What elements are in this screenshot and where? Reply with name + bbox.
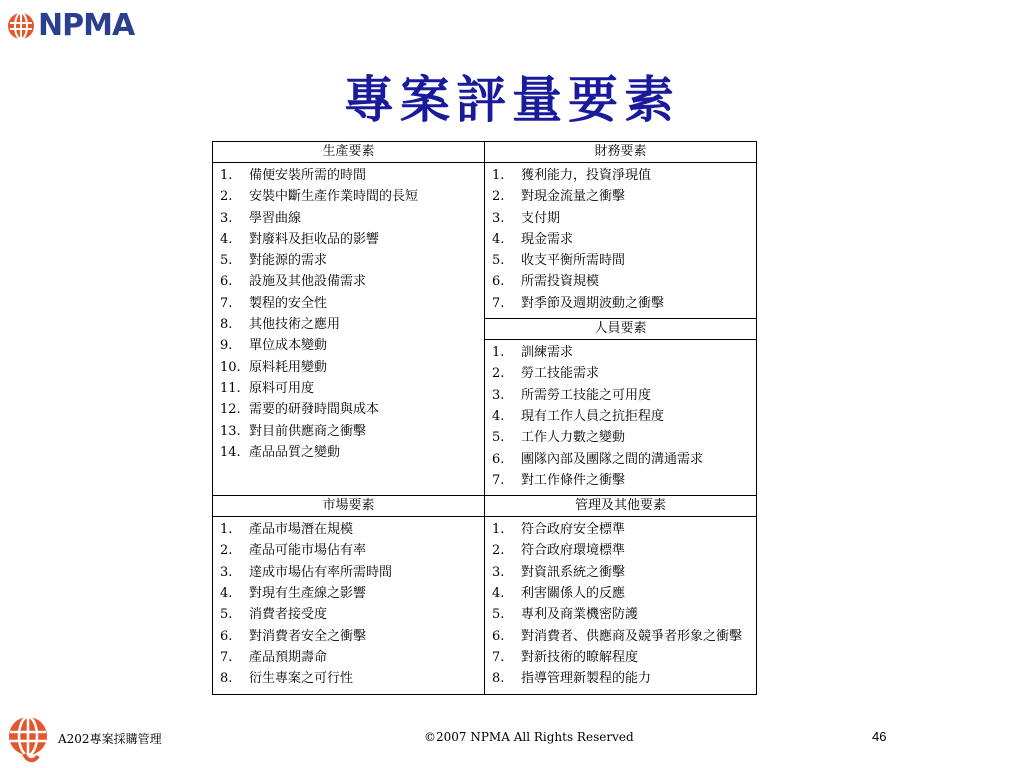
market-item [213,562,484,583]
production-item [213,186,484,207]
personnel-item [485,342,756,363]
market-item-number: 1. [220,522,233,538]
production-item-number: 1. [220,168,233,183]
personnel-header: 人員要素 [485,319,757,340]
management-header: 管理及其他要素 [485,496,757,517]
market-item-text: 對現有生產線之影響 [249,586,367,602]
management-item-text: 專利及商業機密防護 [521,607,639,623]
production-list [213,165,484,463]
market-item-number: 2. [220,543,233,559]
management-item-number: 3. [492,564,505,580]
financial-item-text: 現金需求 [521,231,574,247]
production-item-number: 9. [220,338,233,354]
production-item [213,378,484,399]
financial-item-number: 1. [492,168,505,183]
management-item-text: 對資訊系統之衝擊 [521,564,626,580]
logo-text: NPMA [38,8,135,43]
personnel-item-number: 3. [492,387,505,403]
market-item [213,604,484,625]
personnel-item-number: 1. [492,345,505,361]
production-item [213,165,484,186]
market-item-text: 達成市場佔有率所需時間 [249,564,393,580]
production-item-number: 12. [220,402,241,418]
personnel-item-text: 對工作條件之衝擊 [521,472,626,488]
npma-logo [6,8,140,44]
financial-item-text: 對季節及週期波動之衝擊 [521,295,665,311]
production-item-number: 5. [220,253,233,269]
personnel-item [485,449,756,470]
production-item-text: 對廢料及拒收品的影響 [249,231,380,247]
financial-list [485,165,756,314]
production-item-text: 單位成本變動 [249,338,328,354]
personnel-item [485,470,756,491]
production-header: 生產要素 [213,142,485,163]
market-item-number: 4. [220,586,233,602]
globe-logo-icon [6,11,36,41]
evaluation-factors-table [212,141,757,695]
management-list [485,519,756,689]
production-item-text: 需要的研發時間與成本 [249,402,380,418]
production-item [213,250,484,271]
management-item [485,540,756,561]
personnel-item-text: 工作人力數之變動 [521,430,626,446]
financial-item-text: 對現金流量之衝擊 [521,189,626,205]
management-item-number: 6. [492,628,505,644]
market-item-text: 產品可能市場佔有率 [249,543,367,559]
management-item-number: 7. [492,649,505,665]
production-item-text: 原料耗用變動 [249,359,328,375]
production-item-number: 3. [220,210,233,226]
production-item-text: 對能源的需求 [249,253,328,269]
management-cell [485,517,757,694]
management-item [485,583,756,604]
npma-footer-logo-icon [4,710,54,766]
production-item-number: 14. [220,444,241,460]
personnel-item-text: 勞工技能需求 [521,366,600,382]
market-item-text: 消費者接受度 [249,607,328,623]
financial-item [485,186,756,207]
management-item [485,519,756,540]
production-item-text: 對目前供應商之衝擊 [249,423,367,439]
production-item-number: 4. [220,231,233,247]
personnel-list [485,342,756,491]
management-item-text: 符合政府環境標準 [521,543,626,559]
market-item-number: 5. [220,607,233,623]
financial-item-number: 3. [492,210,505,226]
market-item [213,540,484,561]
financial-item-number: 7. [492,295,505,311]
financial-item [485,208,756,229]
production-item [213,421,484,442]
page-title: 專案評量要素 [344,70,680,129]
management-item [485,668,756,689]
market-item-text: 產品市場潛在規模 [249,522,354,538]
management-item-text: 利害關係人的反應 [521,586,626,602]
financial-item-number: 2. [492,189,505,205]
personnel-item-number: 6. [492,451,505,467]
production-item-text: 設施及其他設備需求 [249,274,367,290]
production-item [213,314,484,335]
production-item [213,293,484,314]
personnel-item-text: 所需勞工技能之可用度 [521,387,652,403]
financial-item-text: 收支平衡所需時間 [521,253,626,269]
production-item-text: 備便安裝所需的時間 [249,168,367,183]
personnel-item-text: 訓練需求 [521,345,574,361]
page-number: 46 [872,729,887,744]
financial-item [485,165,756,186]
production-item-text: 產品品質之變動 [249,444,341,460]
financial-item-text: 獲利能力，投資淨現值 [521,168,652,183]
production-item-number: 11. [220,380,241,396]
financial-item [485,250,756,271]
production-item-number: 2. [220,189,233,205]
management-item-number: 5. [492,607,505,623]
management-item-text: 對新技術的瞭解程度 [521,649,639,665]
personnel-cell [485,340,757,496]
financial-item-number: 4. [492,231,505,247]
production-item-text: 原料可用度 [249,380,315,396]
financial-cell [485,163,757,319]
personnel-item-number: 7. [492,472,505,488]
management-item [485,604,756,625]
production-item [213,208,484,229]
production-item [213,357,484,378]
market-item [213,668,484,689]
production-item-number: 10. [220,359,241,375]
personnel-item [485,385,756,406]
production-item-text: 製程的安全性 [249,295,328,311]
market-header: 市場要素 [213,496,485,517]
market-item-number: 7. [220,649,233,665]
personnel-item [485,363,756,384]
production-item-text: 安裝中斷生產作業時間的長短 [249,189,419,205]
management-item-number: 2. [492,543,505,559]
production-item-number: 7. [220,295,233,311]
production-item [213,271,484,292]
production-item-text: 其他技術之應用 [249,317,341,333]
market-item [213,626,484,647]
production-item-number: 6. [220,274,233,290]
personnel-item [485,406,756,427]
financial-item [485,293,756,314]
management-item-number: 8. [492,671,505,687]
market-item-number: 8. [220,671,233,687]
market-item [213,519,484,540]
market-item-text: 對消費者安全之衝擊 [249,628,367,644]
production-item-number: 8. [220,317,233,333]
management-item [485,626,756,647]
production-item-text: 學習曲線 [249,210,302,226]
production-item [213,442,484,463]
personnel-item-text: 團隊內部及團隊之間的溝通需求 [521,451,704,467]
personnel-item-number: 5. [492,430,505,446]
production-item-number: 13. [220,423,241,439]
market-list [213,519,484,689]
market-item-number: 3. [220,564,233,580]
financial-item-text: 支付期 [521,210,561,226]
production-cell [213,163,485,496]
personnel-item-text: 現有工作人員之抗拒程度 [521,408,665,424]
personnel-item [485,427,756,448]
management-item [485,647,756,668]
market-item-text: 衍生專案之可行性 [249,671,354,687]
management-item-text: 指導管理新製程的能力 [521,671,652,687]
financial-item-text: 所需投資規模 [521,274,600,290]
financial-header: 財務要素 [485,142,757,163]
personnel-item-number: 4. [492,408,505,424]
footer-course: A202專案採購管理 [58,732,162,746]
financial-item [485,229,756,250]
footer-copyright: ©2007 NPMA All Rights Reserved [424,730,634,744]
financial-item [485,271,756,292]
management-item-text: 符合政府安全標準 [521,522,626,538]
financial-item-number: 5. [492,253,505,269]
market-item-text: 產品預期壽命 [249,649,328,665]
management-item-text: 對消費者、供應商及競爭者形象之衝擊 [521,628,743,644]
market-item-number: 6. [220,628,233,644]
market-item [213,583,484,604]
production-item [213,335,484,356]
management-item-number: 1. [492,522,505,538]
personnel-item-number: 2. [492,366,505,382]
market-cell [213,517,485,694]
production-item [213,229,484,250]
management-item-number: 4. [492,586,505,602]
financial-item-number: 6. [492,274,505,290]
market-item [213,647,484,668]
management-item [485,562,756,583]
production-item [213,399,484,420]
